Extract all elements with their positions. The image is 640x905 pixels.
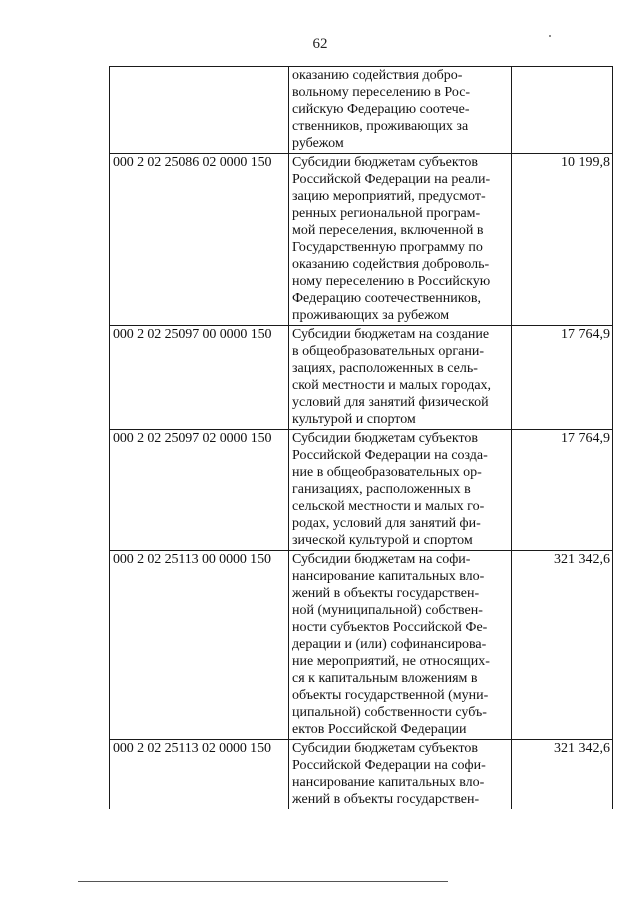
description-line: дерации и (или) софинансирова- [292, 637, 487, 652]
description-line: Субсидии бюджетам субъектов [292, 431, 479, 446]
budget-classification-code [110, 67, 289, 154]
description-line: ние в общеобразовательных ор- [292, 465, 482, 480]
description-line: мой переселения, включенной в [292, 223, 484, 238]
description-line: зической культурой и спортом [292, 533, 473, 548]
description-line: ренных региональной програм- [292, 206, 481, 221]
income-description [289, 740, 512, 810]
budget-table [109, 66, 613, 809]
amount-value: 17 764,9 [512, 326, 613, 430]
budget-classification-code: 000 2 02 25113 02 0000 150 [110, 740, 289, 810]
description-line: Субсидии бюджетам на создание [292, 327, 490, 342]
amount-value: 10 199,8 [512, 154, 613, 326]
description-line: ципальной) собственности субъ- [292, 705, 487, 720]
amount-value [512, 67, 613, 154]
table-row [110, 154, 613, 326]
table-row [110, 430, 613, 551]
budget-classification-code: 000 2 02 25113 00 0000 150 [110, 551, 289, 740]
description-line: Субсидии бюджетам субъектов [292, 741, 479, 756]
description-line: Российской Федерации на реали- [292, 172, 491, 187]
description-line: ние мероприятий, не относящих- [292, 654, 490, 669]
description-line: ся к капитальным вложениям в [292, 671, 478, 686]
description-line: культурой и спортом [292, 412, 416, 427]
description-line: Государственную программу по [292, 240, 483, 255]
description-line: Субсидии бюджетам на софи- [292, 552, 471, 567]
budget-classification-code: 000 2 02 25097 02 0000 150 [110, 430, 289, 551]
page-number: 62 [312, 36, 328, 52]
income-description [289, 67, 512, 154]
budget-classification-code: 000 2 02 25097 00 0000 150 [110, 326, 289, 430]
amount-value: 321 342,6 [512, 740, 613, 810]
description-line: жений в объекты государствен- [292, 586, 480, 601]
description-line: объекты государственной (муни- [292, 688, 489, 703]
description-line: Федерацию соотечественников, [292, 291, 481, 306]
table-row [110, 740, 613, 810]
description-line: Субсидии бюджетам субъектов [292, 155, 479, 170]
amount-value: 17 764,9 [512, 430, 613, 551]
description-line: проживающих за рубежом [292, 308, 450, 323]
budget-classification-code: 000 2 02 25086 02 0000 150 [110, 154, 289, 326]
description-line: ности субъектов Российской Фе- [292, 620, 488, 635]
budget-table-body [110, 67, 613, 810]
description-line: ганизациях, расположенных в [292, 482, 471, 497]
description-line: Российской Федерации на созда- [292, 448, 488, 463]
description-line: ектов Российской Федерации [292, 722, 467, 737]
table-row [110, 67, 613, 154]
description-line: вольному переселению в Рос- [292, 85, 471, 100]
table-row [110, 551, 613, 740]
description-line: зацию мероприятий, предусмот- [292, 189, 486, 204]
description-line: ственников, проживающих за [292, 119, 469, 134]
description-line: нансирование капитальных вло- [292, 775, 485, 790]
description-line: родах, условий для занятий фи- [292, 516, 481, 531]
income-description [289, 326, 512, 430]
description-line: нансирование капитальных вло- [292, 569, 485, 584]
description-line: рубежом [292, 136, 344, 151]
description-line: Российской Федерации на софи- [292, 758, 486, 773]
income-description [289, 154, 512, 326]
income-description [289, 551, 512, 740]
description-line: условий для занятий физической [292, 395, 489, 410]
table-row [110, 326, 613, 430]
description-line: сельской местности и малых го- [292, 499, 485, 514]
description-line: зациях, расположенных в сель- [292, 361, 478, 376]
description-line: сийскую Федерацию соотече- [292, 102, 470, 117]
scan-speck [549, 35, 551, 37]
description-line: ной (муниципальной) собствен- [292, 603, 483, 618]
description-line: жений в объекты государствен- [292, 792, 480, 807]
description-line: оказанию содействия добро- [292, 68, 463, 83]
amount-value: 321 342,6 [512, 551, 613, 740]
income-description [289, 430, 512, 551]
description-line: ской местности и малых городах, [292, 378, 492, 393]
description-line: оказанию содействия доброволь- [292, 257, 490, 272]
footer-rule [78, 881, 448, 882]
description-line: ному переселению в Российскую [292, 274, 491, 289]
description-line: в общеобразовательных органи- [292, 344, 484, 359]
